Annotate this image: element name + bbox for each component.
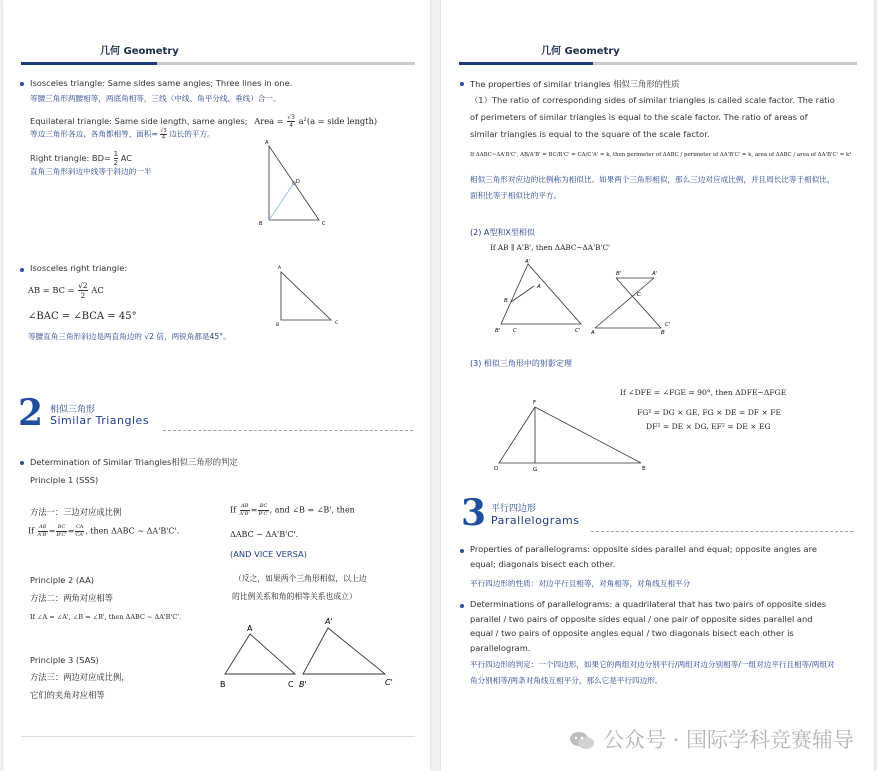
svg-text:C: C <box>513 328 517 334</box>
page-header: 几何 Geometry <box>541 46 620 57</box>
iso-right-figure <box>273 262 353 328</box>
projection-figure <box>491 397 651 477</box>
method-3-a: 方法三：两边对应成比例， <box>30 672 130 682</box>
bullet <box>20 82 24 86</box>
svg-text:A': A' <box>325 617 333 626</box>
svg-text:F: F <box>533 400 537 406</box>
vice-versa: (AND VICE VERSA) <box>230 549 307 559</box>
method-1: 方法一：三边对应成比例 <box>30 507 122 517</box>
a-type-figure <box>493 258 589 336</box>
svg-text:A: A <box>278 266 282 271</box>
svg-text:C': C' <box>385 678 393 687</box>
part3-line3: DF² = DE × DG, EF² = DE × EG <box>646 422 771 431</box>
svg-text:C': C' <box>575 328 581 334</box>
similar-props-text: （1）The ratio of corresponding sides of similar triangles is called scale factor. The ratio of perimeters of similar triangles is equal to the scale factor. The ratio of areas of similar triangles is equal to the square of the scale factor. <box>470 95 835 139</box>
svg-text:B': B' <box>616 271 622 277</box>
label-A: A <box>265 140 269 146</box>
iso-right-en: Isosceles right triangle: <box>30 263 128 273</box>
parallelogram-props-cn: 平行四边形的性质：对边平行且相等，对角相等，对角线互相平分 <box>470 579 691 588</box>
svg-text:A: A <box>537 284 541 290</box>
similar-props-cn: 相似三角形对应边的比例称为相似比。如果两个三角形相似，那么三边对应成比例，并且周长比等于相似比，面积比等于相似比的平方。 <box>470 175 835 200</box>
section-title-cn: 平行四边形 <box>491 504 537 514</box>
sas-formula: If $\frac{AB}{A'B'}$ = $\frac{BC}{B'C'}$ , and ∠B = ∠B', then <box>230 503 355 517</box>
part3-line2: FG² = DG × GE, FG × DE = DF × FE <box>637 408 782 417</box>
svg-text:A': A' <box>652 271 658 277</box>
bullet <box>460 604 464 608</box>
principle-3: Principle 3 (SAS) <box>30 655 99 665</box>
right-triangle-en: Right triangle: BD= $\frac{1}{2}$ AC <box>30 150 133 167</box>
section-title-en: Similar Triangles <box>50 414 150 427</box>
svg-text:B: B <box>276 323 280 328</box>
method-2: 方法二：两角对应相等 <box>30 593 113 603</box>
method-2-formula: If ∠A = ∠A', ∠B = ∠B', then ΔABC ~ ΔA'B'C'. <box>30 613 182 621</box>
svg-text:C': C' <box>665 322 671 328</box>
x-type-figure <box>589 268 669 334</box>
svg-text:A: A <box>591 330 595 336</box>
determination-title: Determination of Similar Triangles相似三角形的判定 <box>30 457 238 467</box>
svg-text:D: D <box>494 466 499 472</box>
svg-text:B: B <box>661 330 665 336</box>
principle-2: Principle 2 (AA) <box>30 575 94 585</box>
right-triangle-cn: 直角三角形斜边中线等于斜边的一半 <box>30 167 152 176</box>
bullet <box>20 268 24 272</box>
footer-rule <box>21 736 415 737</box>
svg-text:C: C <box>637 292 641 298</box>
isosceles-en: Isosceles triangle: Same sides same angles; Three lines in one. <box>30 78 293 88</box>
part3-title: (3) 相似三角形中的射影定理 <box>470 359 572 368</box>
section-number: 2 <box>18 392 44 434</box>
section-title-en: Parallelograms <box>491 514 580 527</box>
parallelogram-determ-en: Determinations of parallelograms: a quadrilateral that has two pairs of opposite sides parallel / two pairs of opposite sides equal / one pair of opposite sides parallel and equal / two pairs of opposite angles equal / two diagonals bisect each other is parallelogram. <box>470 599 827 653</box>
svg-text:B: B <box>220 680 226 689</box>
similar-props-formula: If ΔABC~ΔA'B'C', AB/A'B' = BC/B'C' = CA/C'A' = k, then perimeter of ΔABC / perimeter of ΔA'B'C' = k, area of ΔABC / area of ΔA'B'C' = k² <box>470 152 852 158</box>
left-page <box>3 0 430 771</box>
right-page <box>441 0 874 771</box>
iso-right-cn: 等腰直角三角形斜边是两直角边的 √2 倍，两锐角都是45°。 <box>28 332 231 341</box>
section-number: 3 <box>461 492 487 534</box>
part2-condition: If AB ∥ A'B', then ΔABC~ΔA'B'C' <box>490 243 611 252</box>
cn-note-1: （反之，如果两个三角形相似，以上边 <box>234 574 367 583</box>
parallelogram-determ-cn: 平行四边形的判定：一个四边形，如果它的两组对边分别平行/两组对边分别相等/一组对边平行且相等/两组对角分别相等/两条对角线互相平分，那么它是平行四边形。 <box>470 660 835 685</box>
method-1-formula: If $\frac{AB}{A'B'}$ = $\frac{BC}{B'C'}$ = $\frac{CA}{CA'}$ , then ΔABC ~ ΔA'B'C'. <box>28 524 180 538</box>
similar-triangles-figure <box>213 612 403 694</box>
label-C: C <box>322 221 326 227</box>
label-B: B <box>259 221 263 227</box>
similar-props-title: The properties of similar triangles 相似三角形的性质 <box>470 79 680 89</box>
watermark: 公众号 · 国际学科竞赛辅导 <box>568 724 854 754</box>
header-rule <box>459 62 857 65</box>
part3-line1: If ∠DFE = ∠FGE = 90°, then ΔDFE~ΔFGE <box>620 388 787 397</box>
svg-text:A': A' <box>525 259 531 265</box>
method-3-b: 它们的夹角对应相等 <box>30 690 105 700</box>
wechat-icon <box>568 730 596 750</box>
parallelogram-props-en: Properties of parallelograms: opposite sides parallel and equal; opposite angles are equal; diagonals bisect each other. <box>470 544 817 569</box>
bullet <box>460 82 464 86</box>
svg-text:G: G <box>533 467 538 473</box>
section-title-cn: 相似三角形 <box>50 405 96 415</box>
part2-title: (2) A型和X型相似 <box>470 228 535 237</box>
section-divider <box>163 430 413 431</box>
bullet <box>20 461 24 465</box>
svg-text:E: E <box>642 466 646 472</box>
svg-text:B': B' <box>495 328 501 334</box>
label-D: D <box>296 179 300 185</box>
page-header: 几何 Geometry <box>100 46 179 57</box>
iso-right-formula-2: ∠BAC = ∠BCA = 45° <box>28 311 137 322</box>
isosceles-cn: 等腰三角形两腰相等，两底角相等，三线（中线、角平分线、垂线）合一。 <box>30 94 281 103</box>
principle-1: Principle 1 (SSS) <box>30 475 99 485</box>
right-triangle-figure <box>253 138 335 230</box>
equilateral-en: Equilateral triangle: Same side length, same angles; Area = $\frac{√3}{4}$ a²(a = side length) <box>30 114 378 129</box>
header-rule <box>21 62 415 65</box>
svg-text:B': B' <box>299 680 307 689</box>
cn-note-2: 的比例关系和角的相等关系也成立） <box>232 592 357 601</box>
bullet <box>460 549 464 553</box>
svg-text:B: B <box>504 298 508 304</box>
iso-right-formula-1: AB = BC = $\frac{√2}{2}$ AC <box>28 281 104 300</box>
svg-text:A: A <box>247 624 253 633</box>
svg-text:C: C <box>335 321 339 326</box>
equilateral-cn: 等边三角形各边、各角都相等，面积= $\frac{√3}{4}$ 边长的平方。 <box>30 128 215 141</box>
sas-formula-2: ΔABC ~ ΔA'B'C'. <box>230 530 299 539</box>
section-divider <box>591 531 853 532</box>
svg-text:C: C <box>288 680 294 689</box>
